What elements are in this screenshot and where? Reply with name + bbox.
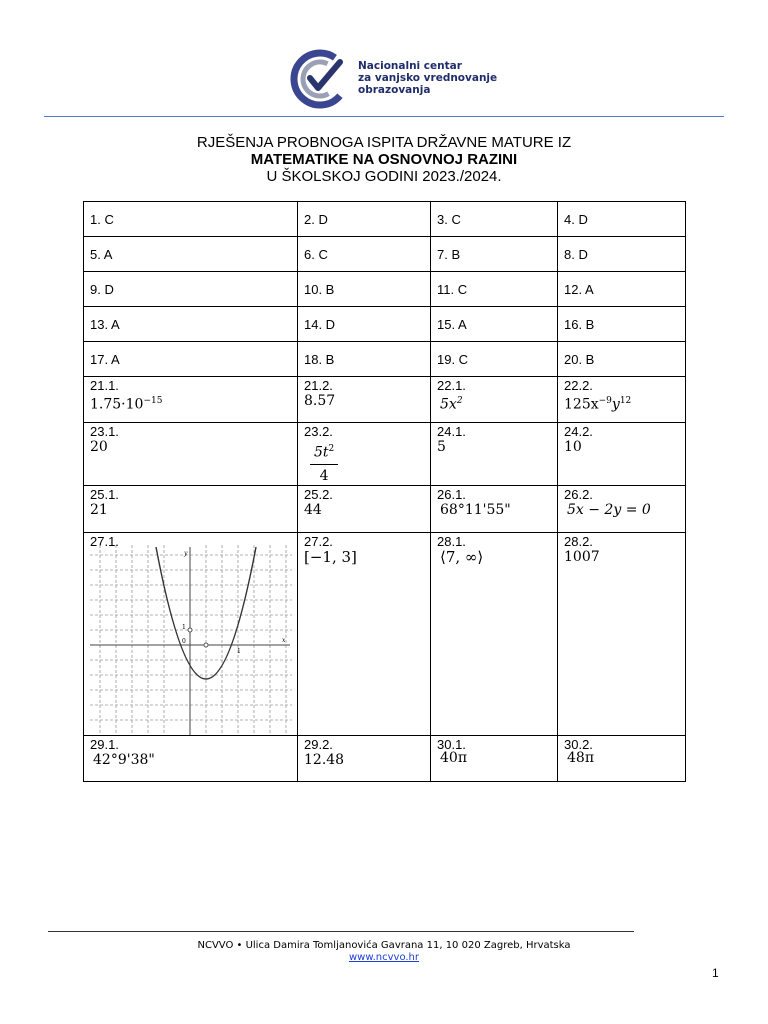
answer-value: 5x − 2y = 0 <box>567 501 651 518</box>
answer-cell-23-1 <box>84 423 298 486</box>
answer-cell-25-1 <box>84 485 298 532</box>
page-footer <box>0 940 768 964</box>
question-label: 27.2. <box>304 533 333 549</box>
title-line-1: RJEŠENJA PROBNOGA ISPITA DRŽAVNE MATURE IZ <box>196 134 572 151</box>
answer-value: 48π <box>567 749 595 766</box>
answer-cell: 19. C <box>431 342 558 377</box>
answer-value: ⟨7, ∞⟩ <box>440 547 484 566</box>
answer-term-b: y <box>611 396 620 413</box>
question-label: 24.1. <box>437 424 466 439</box>
answer-cell: 12. A <box>558 272 686 307</box>
question-label: 23.2. <box>304 424 333 439</box>
answer-cell-28-1 <box>431 532 558 735</box>
logo-line-3: obrazovanja <box>358 84 431 96</box>
answer-cell: 5. A <box>84 237 298 272</box>
logo-line-1: Nacionalni centar <box>358 60 462 72</box>
question-label: 25.2. <box>304 486 333 502</box>
answer-cell: 14. D <box>298 307 431 342</box>
answer-cell-27-2 <box>298 532 431 735</box>
answer-value <box>437 392 551 414</box>
question-label: 30.2. <box>564 736 593 752</box>
table-row <box>84 307 686 342</box>
answer-value: 10 <box>564 439 582 455</box>
question-label: 25.1. <box>90 486 119 502</box>
answer-cell: 18. B <box>298 342 431 377</box>
answers-table <box>83 201 686 782</box>
answer-cell-27-1 <box>84 532 298 735</box>
question-label: 26.2. <box>564 486 593 502</box>
question-label: 26.1. <box>437 486 466 502</box>
page-number: 1 <box>712 966 719 980</box>
table-row <box>84 272 686 307</box>
answer-cell: 7. B <box>431 237 558 272</box>
question-label: 27.1. <box>90 533 119 549</box>
graph-origin-label: 0 <box>182 637 186 645</box>
answer-value: 68°11'55" <box>440 501 511 518</box>
table-row <box>84 423 686 486</box>
graph-tick-y: 1 <box>182 623 186 631</box>
footer-address: NCVVO • Ulica Damira Tomljanovića Gavrana 11, 10 020 Zagreb, Hrvatska <box>197 940 571 951</box>
header-divider <box>44 116 724 117</box>
table-row <box>84 532 686 735</box>
question-label: 28.1. <box>437 533 466 549</box>
question-label: 28.2. <box>564 533 593 549</box>
answer-cell: 17. A <box>84 342 298 377</box>
answer-cell: 8. D <box>558 237 686 272</box>
table-row <box>84 735 686 781</box>
answer-cell: 9. D <box>84 272 298 307</box>
ncvvo-logo <box>290 48 498 110</box>
answer-cell: 15. A <box>431 307 558 342</box>
answer-cell: 10. B <box>298 272 431 307</box>
answer-cell-21-2 <box>298 377 431 423</box>
answer-base: 1.75·10 <box>90 396 144 413</box>
answer-cell-29-2 <box>298 735 431 781</box>
numerator-base: 5t <box>314 444 329 461</box>
question-label: 24.2. <box>564 424 593 439</box>
answer-cell: 11. C <box>431 272 558 307</box>
answer-term-a: 125x <box>564 396 599 413</box>
logo-line-2: za vanjsko vrednovanje <box>358 72 498 84</box>
footer-website-link[interactable]: www.ncvvo.hr <box>348 952 420 963</box>
answer-cell-22-2 <box>558 377 686 423</box>
answer-cell-29-1 <box>84 735 298 781</box>
footer-divider <box>48 931 634 932</box>
table-row <box>84 377 686 423</box>
answer-cell: 4. D <box>558 202 686 237</box>
answer-cell-25-2 <box>298 485 431 532</box>
parabola-graph <box>90 545 292 735</box>
answer-fraction <box>310 440 338 485</box>
answer-cell: 3. C <box>431 202 558 237</box>
title-line-3: U ŠKOLSKOJ GODINI 2023./2024. <box>266 168 502 185</box>
answer-cell-30-1 <box>431 735 558 781</box>
answer-cell-23-2 <box>298 423 431 486</box>
answer-cell: 16. B <box>558 307 686 342</box>
answer-exponent: −9 <box>598 396 612 406</box>
question-label: 21.2. <box>304 378 333 393</box>
answer-cell-30-2 <box>558 735 686 781</box>
answer-cell: 6. C <box>298 237 431 272</box>
title-line-2: MATEMATIKE NA OSNOVNOJ RAZINI <box>250 151 518 168</box>
answer-cell-26-2 <box>558 485 686 532</box>
question-label: 29.1. <box>90 736 119 752</box>
answer-exponent: 12 <box>619 396 632 406</box>
logo-emblem-icon <box>290 48 356 110</box>
table-row <box>84 485 686 532</box>
answer-value: 21 <box>90 501 108 518</box>
answer-value: 44 <box>304 501 322 518</box>
answer-value <box>564 392 679 414</box>
answer-value: [−1, 3] <box>304 547 357 566</box>
answer-cell-21-1 <box>84 377 298 423</box>
answer-cell-26-1 <box>431 485 558 532</box>
answer-exponent: −15 <box>143 396 163 406</box>
answer-value: 8.57 <box>304 393 336 409</box>
answer-cell: 1. C <box>84 202 298 237</box>
answer-cell: 20. B <box>558 342 686 377</box>
answer-value: 1007 <box>564 548 600 565</box>
answer-cell-24-2 <box>558 423 686 486</box>
page-title <box>0 134 768 185</box>
answer-cell: 2. D <box>298 202 431 237</box>
table-row <box>84 237 686 272</box>
graph-y-label: y <box>184 549 188 557</box>
answer-cell-28-2 <box>558 532 686 735</box>
answer-value: 5 <box>437 439 446 455</box>
graph-tick-x: 1 <box>237 647 241 655</box>
table-row <box>84 202 686 237</box>
answer-cell: 13. A <box>84 307 298 342</box>
answer-exponent: 2 <box>456 396 463 406</box>
graph-x-label: x <box>282 636 286 644</box>
question-label: 22.2. <box>564 378 593 393</box>
question-label: 23.1. <box>90 424 119 439</box>
fraction-numerator <box>310 440 338 465</box>
answer-value <box>90 392 291 414</box>
answer-cell-22-1 <box>431 377 558 423</box>
table-row <box>84 342 686 377</box>
answer-cell-24-1 <box>431 423 558 486</box>
question-label: 30.1. <box>437 736 466 752</box>
answer-value: 40π <box>440 749 468 766</box>
answer-value: 12.48 <box>304 751 345 768</box>
answer-base: 5x <box>440 396 457 413</box>
fraction-denominator: 4 <box>319 467 329 484</box>
question-label: 29.2. <box>304 736 333 752</box>
answer-value: 20 <box>90 439 108 455</box>
answer-exponent: 2 <box>328 444 335 454</box>
answer-value: 42°9'38" <box>93 751 155 768</box>
question-label: 22.1. <box>437 378 466 393</box>
question-label: 21.1. <box>90 378 119 393</box>
